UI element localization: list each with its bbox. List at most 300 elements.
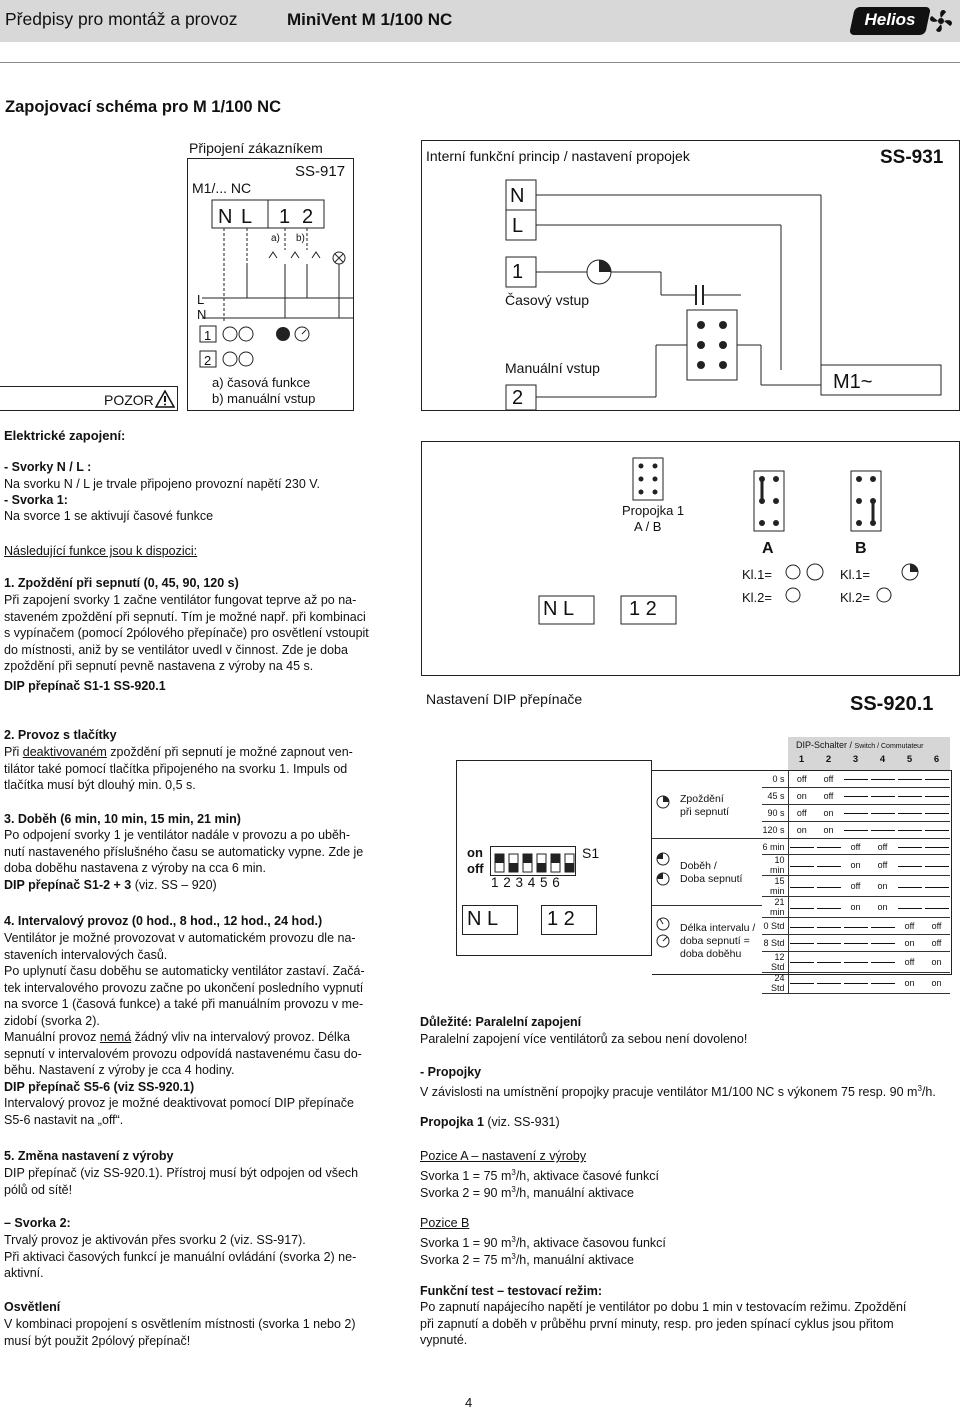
dip-dash [871,943,895,944]
dip-cell [842,935,869,952]
dip-cell [842,918,869,935]
osv-body [4,1316,392,1349]
ss931-manual-input: Manuální vstup [505,360,600,376]
dip-dash [844,983,868,984]
dip-cell [788,935,815,952]
dip-table-row [762,876,950,897]
dip-cell: off [788,771,815,788]
dip-dash [817,983,841,984]
svg-text:b): b) [296,233,305,244]
posB-line2: Svorka 2 = 75 $m^3/h$, manuální aktivace [420,1252,634,1268]
dip-dash [844,830,868,831]
col-header-6: 6 [933,754,940,765]
fan-symbol-icon [786,565,891,602]
dip-cell [896,876,923,897]
posA-heading: Pozice A – nastavení z výroby [420,1149,587,1163]
posA-line2: Svorka 2 = 90 $m^3/h$, manuální aktivace [420,1185,634,1201]
dip-cell [896,821,923,838]
f4-line: běhu. Nastavení z výroby je cca 4 hodiny. [4,1063,235,1077]
jumper-block [687,310,737,380]
group-runon-icon-2 [656,872,670,886]
col-header-1: 1 [798,754,805,765]
ss917-code: SS-917 [295,163,346,180]
f5-line: pólů od sítě! [4,1182,73,1197]
dip-cell [788,855,815,876]
dip-dash [925,779,949,780]
dip-row-label: 12 Std [762,952,788,973]
ss917-terminal-n: N [218,206,233,228]
timer-icon [276,327,290,341]
prop1-line: Propojka 1 (viz. SS-931) [420,1115,560,1129]
a-kl1: Kl.1= [742,567,772,582]
dip-dash [925,796,949,797]
functest-body [420,1299,958,1349]
dip-cell: off [923,918,950,935]
dip-cell [869,973,896,994]
dip-row-label: 0 s [762,771,788,788]
dip-cell [815,838,842,855]
dip-cell [815,973,842,994]
dip-cell [923,821,950,838]
dip-dash [817,962,841,963]
dip-cell: off [842,838,869,855]
f3-line: nutí nastaveného příslušného času se automaticky vypne. Zde je [4,844,364,859]
functest-line: Po zapnutí napájecího napětí je ventilátor po dobu 1 min v testovacím režimu. Zpoždění [420,1300,907,1314]
dip-cell: off [815,788,842,805]
dip-dash [790,887,814,888]
dip-cell [842,952,869,973]
f1-body [4,592,392,675]
dip-dash [871,813,895,814]
dip-table-row [762,918,950,935]
dip-cell: on [896,973,923,994]
dip-dash [898,830,922,831]
dip-dash [871,779,895,780]
group-interval-line3: doba doběhu [680,948,742,960]
dip-cell [788,838,815,855]
prop-heading: - Propojky [420,1065,482,1079]
dip-dash [790,908,814,909]
f4-line: zidobí (svorka 2). [4,1013,100,1028]
f3-heading: 3. Doběh (6 min, 10 min, 15 min, 21 min) [4,812,241,826]
group-runon-line2: Doba sepnutí [680,873,743,885]
sv2-line: Trvalý provoz je aktivován přes svorku 2 (viz. SS-917). [4,1233,306,1247]
ss917-title: Připojení zákazníkem [189,140,323,156]
dip-row-label: 8 Std [762,935,788,952]
svorka1-text: Na svorce 1 se aktivují časové funkce [4,509,214,523]
dip-dash [925,866,949,867]
dip-cell: on [842,897,869,918]
dip-dash [817,866,841,867]
group-interval-label [680,922,755,961]
dip-table [762,771,950,994]
dip-dash [898,908,922,909]
dip-dash [871,962,895,963]
f4-heading: 4. Intervalový provoz (0 hod., 8 hod., 12 hod., 24 hod.) [4,914,323,928]
f2-body [4,744,392,794]
dip-table-row [762,805,950,822]
dip-cell: off [842,876,869,897]
dip-cell: on [815,821,842,838]
f2-line: tilátor také pomocí tlačítka připojeného na svorku 1. Impuls od [4,761,348,776]
dip-cell [788,952,815,973]
dip-cell: off [923,935,950,952]
dip-off: off [467,861,484,876]
dip-table-col-headers [788,754,950,770]
dip-cell [869,788,896,805]
dip-cell: on [842,855,869,876]
bridge-nl: N L [543,598,575,620]
dip-numbers: 1 2 3 4 5 6 [491,875,561,890]
important-text: Paralelní zapojení více ventilátorů za sebou není dovoleno! [420,1032,748,1046]
helios-fan-icon [926,6,956,36]
bridge-label-2: A / B [634,519,662,534]
dip-dash [925,847,949,848]
dip-table-row [762,952,950,973]
ss917-term1: 1 [204,328,212,343]
dip-table-row [762,788,950,805]
dip-cell: off [896,952,923,973]
dip-cell [788,897,815,918]
ss917-rail-l: L [197,292,205,307]
header-left-title: Předpisy pro montáž a provoz [5,9,238,29]
dip-cell [815,855,842,876]
f1-line: do místnosti, aniž by se ventilátor uvedl v činnost. Zde je doba [4,642,348,657]
ss917-note-b: b) manuální vstup [212,391,316,406]
dip-cell [896,805,923,822]
dip-dash [871,983,895,984]
dip-dash [898,866,922,867]
svorka1-heading: - Svorka 1: [4,493,68,507]
f1-line: zpoždění při sepnutí pevně nastavena z výroby na 45 s. [4,659,314,673]
dip-row-label: 24 Std [762,973,788,994]
ss931-n: N [510,185,525,207]
dip-table-row [762,821,950,838]
dip-cell [869,918,896,935]
ss920-diagram [421,441,960,676]
f4-dip: DIP přepínač S5-6 (viz SS-920.1) [4,1079,195,1094]
dip-cell [896,788,923,805]
ss931-l: L [512,215,524,237]
dip-dash [817,887,841,888]
f2-heading: 2. Provoz s tlačítky [4,728,117,742]
dip-cell [842,821,869,838]
col-header-5: 5 [906,754,913,765]
dip-cell [923,876,950,897]
dip-row-label: 10 min [762,855,788,876]
dip-cell [923,805,950,822]
dip-cell [842,788,869,805]
dip-dash [925,830,949,831]
f4-line: tek intervalového provozu začne po ukončení posledního vypnutí [4,980,364,995]
f1-line: Při zapojení svorky 1 začne ventilátor fungovat teprve až po na- [4,593,357,607]
dip-dash [790,927,814,928]
el-heading: Elektrické zapojení: [4,428,126,443]
dip-s1: S1 [582,845,600,861]
dip-setting-label: Nastavení DIP přepínače [426,691,583,707]
f4-line: sepnutí v intervalovém provozu odpovídá nastavenému času do- [4,1046,362,1061]
ss917-terminal-l: L [241,206,253,228]
ss931-code: SS-931 [880,147,944,168]
dip-dash [898,813,922,814]
f1-heading: 1. Zpoždění při sepnutí (0, 45, 90, 120 s) [4,576,239,590]
dip-cell: off [788,805,815,822]
dip-row-label: 21 min [762,897,788,918]
f5-heading: 5. Změna nastavení z výroby [4,1149,174,1163]
dip-cell [923,855,950,876]
f5-body [4,1165,392,1198]
col-header-4: 4 [879,754,886,765]
dip-table-row [762,935,950,952]
dip-cell [869,805,896,822]
group-divider [652,838,762,839]
dip-dash [817,908,841,909]
dip-cell: on [788,821,815,838]
group-divider [652,905,762,906]
position-a: A [762,540,774,557]
ss917-term2: 2 [204,353,212,368]
ss917-note-a: a) časová funkce [212,375,311,390]
f4-body [4,930,392,1128]
sv2-line: Při aktivaci časových funkcí je manuální ovládání (svorka 2) ne- [4,1249,357,1264]
dip-dash [871,927,895,928]
group-delay-label [680,793,729,819]
dip-table-row [762,897,950,918]
important-heading: Důležité: Paralelní zapojení [420,1015,582,1029]
dip-dash [925,908,949,909]
dip-dash [790,847,814,848]
dip-row-label: 6 min [762,838,788,855]
col-header-3: 3 [852,754,859,765]
svorky-nl-text: Na svorku N / L je trvale připojeno provozní napětí 230 V. [4,477,320,491]
dip-cell: off [869,855,896,876]
page-title: Zapojovací schéma pro M 1/100 NC [5,98,282,116]
dip-cell [923,838,950,855]
f4-line: staveních intervalových časů. [4,947,168,962]
functest-line: vypnuté. [420,1333,468,1347]
dip-row-label: 15 min [762,876,788,897]
dip-on: on [467,845,483,860]
dip-cell [896,838,923,855]
dip-dash [925,887,949,888]
dip-dash [898,796,922,797]
ss931-title: Interní funkční princip / nastavení propojek [426,148,690,164]
bridge-label-1: Propojka 1 [622,503,685,518]
dip-cell [869,771,896,788]
dip-cell [923,788,950,805]
position-b: B [855,540,867,557]
f4-line: S5-6 nastavit na „off“. [4,1112,124,1127]
f1-line: staveném zpoždění při sepnutí. Tím je možné např. při kombinaci [4,609,366,624]
f5-line: DIP přepínač (viz SS-920.1). Přístroj musí být odpojen od všech [4,1166,359,1180]
dip-row-label: 120 s [762,821,788,838]
dip-cell [923,771,950,788]
dip-dash [844,943,868,944]
dip-cell: on [815,805,842,822]
svorky-nl-heading: - Svorky N / L : [4,460,92,474]
dip-dash [871,830,895,831]
ss931-diagram [421,140,960,411]
group-runon-icon-1 [656,852,670,866]
dip-cell [842,771,869,788]
f1-line: s vypínačem (pomocí 2pólového přepínače) pro osvětlení vstoupit [4,626,369,640]
dip-cell [923,897,950,918]
dip-table-body [762,771,950,994]
group-delay-line2: při sepnutí [680,806,730,818]
f4-line: Ventilátor je možné provozovat v automatickém provozu dle na- [4,931,356,945]
warning-triangle-icon [155,390,175,408]
ss917-terminal-2: 2 [302,206,314,228]
dip-dash [844,927,868,928]
dip-cell [788,973,815,994]
b-kl2: Kl.2= [840,590,870,605]
header-divider [0,62,960,63]
dip-dash [844,813,868,814]
dip-dash [844,962,868,963]
sv2-heading: – Svorka 2: [4,1216,71,1230]
timer-icon [807,564,823,580]
a-kl2: Kl.2= [742,590,772,605]
dip-nl: N L [467,908,499,930]
dip-dash [817,943,841,944]
dip-dash [871,796,895,797]
helios-logo-text: Helios [864,10,916,29]
dip-cell [788,876,815,897]
ss931-motor: M1~ [833,371,873,393]
dip-cell: on [923,952,950,973]
page-number: 4 [465,1395,473,1410]
posA-line1: Svorka 1 = 75 $m^3/h$, aktivace časové funkcí [420,1168,659,1184]
group-interval-line1: Délka intervalu / [680,922,756,934]
dip-table-row [762,771,950,788]
f2-line1: Při deaktivovaném zpoždění při sepnutí je možné zapnout ven- [4,745,353,759]
dip-12: 1 2 [547,908,575,930]
dip-table-title [796,740,923,750]
group-delay-icon [656,795,670,809]
f4-line: Intervalový provoz je možné deaktivovat pomocí DIP přepínače [4,1096,354,1110]
dip-cell: on [923,973,950,994]
dip-row-label: 90 s [762,805,788,822]
col-header-2: 2 [825,754,832,765]
dip-cell: on [896,935,923,952]
dip-dash [925,813,949,814]
f3-dip: DIP přepínač S1-2 + 3 (viz. SS – 920) [4,877,217,892]
f3-line: doba doběhu nastavena z výroby na cca 6 min. [4,861,266,875]
bridge-12: 1 2 [629,598,657,620]
dip-dash [817,847,841,848]
dip-cell [869,821,896,838]
dip-dash [790,866,814,867]
sv2-line: aktivní. [4,1266,44,1280]
posB-heading: Pozice B [420,1216,470,1230]
f4-line: na svorce 1 (časová funkce) a také při manuálním provozu v me- [4,997,364,1011]
dip-cell: off [869,838,896,855]
dip-cell [896,897,923,918]
group-interval-icon-2 [656,934,670,948]
dip-table-row [762,855,950,876]
dip-dash [817,927,841,928]
ss931-two: 2 [512,387,524,409]
dip-dash [844,796,868,797]
dip-cell [788,918,815,935]
functest-heading: Funkční test – testovací režim: [420,1284,603,1298]
f2-line: tlačítka musí být dlouhý min. 0,5 s. [4,778,196,792]
dip-row-label: 0 Std [762,918,788,935]
dip-cell [842,973,869,994]
dip-dash [898,779,922,780]
dip-cell [869,952,896,973]
dip-row-label: 45 s [762,788,788,805]
dip-dash [790,943,814,944]
dip-dash [790,983,814,984]
b-kl1: Kl.1= [840,567,870,582]
ss931-one: 1 [512,261,524,283]
group-runon-label [680,860,742,886]
dip-cell: on [788,788,815,805]
ss920-code: SS-920.1 [850,693,934,715]
dip-cell [842,805,869,822]
dip-table-title-main: DIP-Schalter / [796,740,853,750]
fan-symbol-icon [223,327,253,366]
dip-cell: on [869,876,896,897]
dip-dash [844,779,868,780]
dip-table-row [762,838,950,855]
dip-dash [898,887,922,888]
ss917-model: M1/... NC [192,180,252,196]
f4-line7: Manuální provoz nemá žádný vliv na intervalový provoz. Délka [4,1030,351,1044]
dip-table-row [762,973,950,994]
osv-heading: Osvětlení [4,1300,61,1314]
f3-line: Po odpojení svorky 1 je ventilátor nadále v provozu a po uběh- [4,828,351,842]
dip-cell [815,952,842,973]
f1-dip: DIP přepínač S1-1 SS-920.1 [4,679,166,693]
dip-cell [815,935,842,952]
header-model: MiniVent M 1/100 NC [287,10,453,29]
group-interval-icon-1 [656,917,670,931]
f3-body [4,827,392,893]
ss917-rail-n: N [197,307,207,322]
group-runon-line1: Doběh / [680,860,717,872]
functest-line: při zapnutí a doběh v průběhu první minuty, resp. pro jeden spínací cyklus jsou přitom [420,1316,894,1331]
dip-cell [815,876,842,897]
dip-cell [869,935,896,952]
prop-text: V závislosti na umístnění propojky pracuje ventilátor M1/100 NC s výkonem 75 resp. 90 $m^3/h$. [420,1084,936,1100]
dip-switch-block[interactable] [490,846,576,876]
posB-line1: Svorka 1 = 90 $m^3/h$, aktivace časovou funkcí [420,1235,666,1251]
dip-dash [898,847,922,848]
ss931-time-input: Časový vstup [505,292,590,308]
ss917-terminal-1: 1 [279,206,291,228]
f4-line: Po uplynutí času doběhu se automaticky ventilátor zastaví. Začá- [4,964,365,978]
dip-cell [815,918,842,935]
sv2-body [4,1232,392,1282]
group-delay-line1: Zpoždění [680,793,724,805]
osv-line: musí být použit 2pólový přepínač! [4,1333,191,1348]
dip-cell: off [896,918,923,935]
warning-label: POZOR [104,392,154,408]
dip-table-title-small: Switch / Commutateur [854,743,924,750]
dip-cell [815,897,842,918]
dip-cell [896,771,923,788]
group-interval-line2: doba sepnutí = [680,935,750,947]
svg-text:a): a) [271,233,280,244]
dip-cell [896,855,923,876]
dip-cell: on [869,897,896,918]
osv-line: V kombinaci propojení s osvětlením místnosti (svorka 1 nebo 2) [4,1317,356,1331]
dip-cell: off [815,771,842,788]
following-heading: Následující funkce jsou k dispozici: [4,544,198,558]
dip-dash [790,962,814,963]
